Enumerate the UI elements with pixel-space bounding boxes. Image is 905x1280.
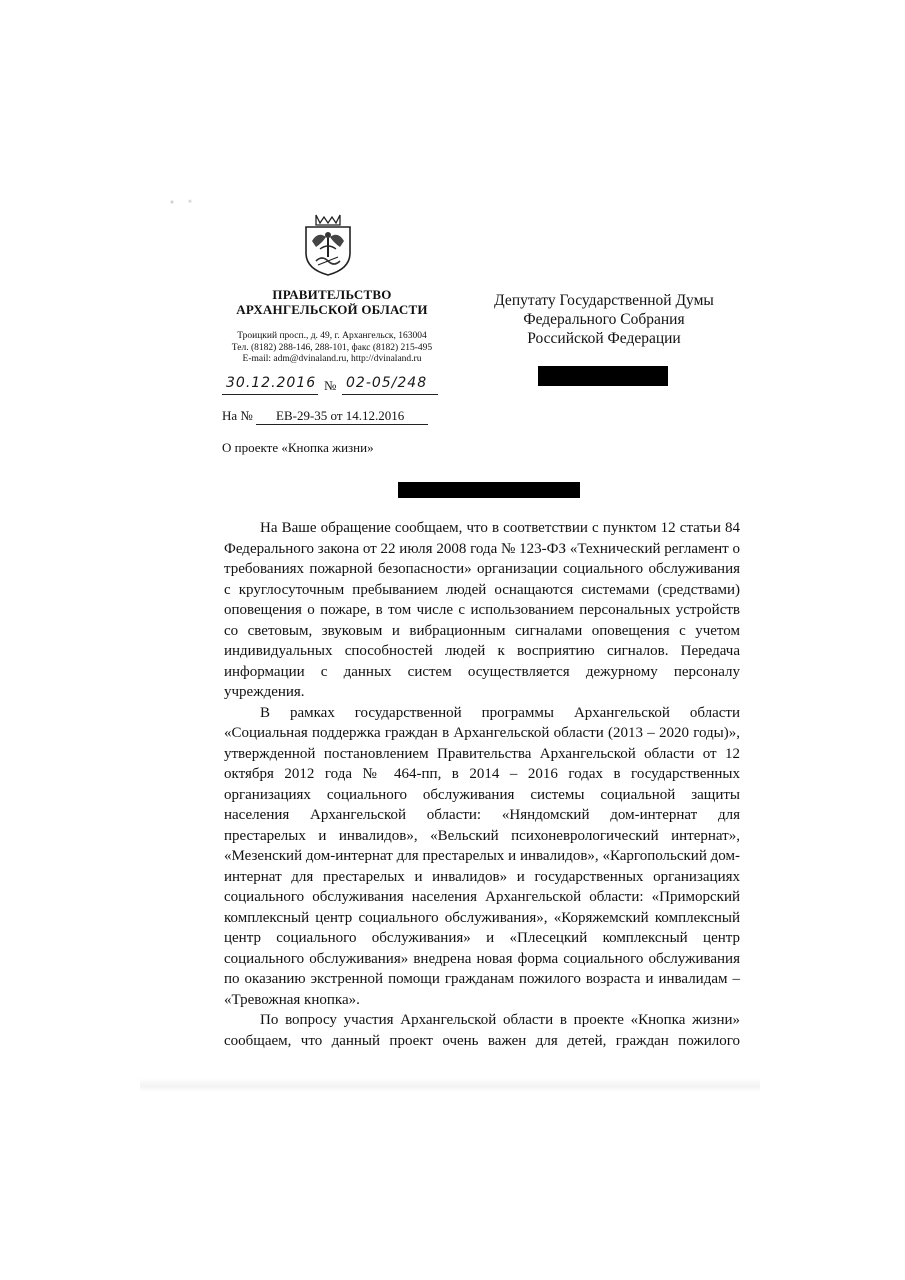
registration-number: 02-05/248	[346, 375, 428, 391]
coat-of-arms-icon	[302, 213, 354, 277]
addressee-line2: Федерального Собрания	[523, 311, 685, 328]
registration-date-underline	[222, 394, 318, 395]
reference-label: На №	[222, 408, 253, 423]
scan-specks	[168, 198, 208, 206]
government-name-line1: ПРАВИТЕЛЬСТВО	[272, 287, 392, 302]
addressee-block	[474, 291, 734, 348]
government-name-line2: АРХАНГЕЛЬСКОЙ ОБЛАСТИ	[236, 302, 428, 317]
reference-value: ЕВ-29-35 от 14.12.2016	[276, 408, 405, 423]
letter-subject: О проекте «Кнопка жизни»	[222, 440, 374, 455]
government-address: Троицкий просп., д. 49, г. Архангельск, 163004	[237, 331, 427, 341]
reference-underline	[256, 424, 428, 425]
registration-line	[222, 375, 438, 397]
reference-line	[222, 408, 438, 426]
addressee-line3: Российской Федерации	[527, 330, 681, 347]
body-paragraph: По вопросу участия Архангельской области в проекте «Кнопка жизни» сообщаем, что данный проект очень важен для детей, граждан пожилого	[224, 1012, 740, 1049]
letter-body	[224, 518, 740, 1051]
registration-number-label: №	[324, 378, 337, 393]
scan-bottom-edge	[140, 1078, 760, 1092]
registration-number-underline	[342, 394, 438, 395]
body-paragraph: На Ваше обращение сообщаем, что в соответствии с пунктом 12 статьи 84 Федерального закона от 22 июля 2008 года № 123-ФЗ «Технический регламент о требованиях пожарной безопасности» организации социального обслуживания с круглосуточным пребыванием людей оснащаются системами (средствами) оповещения о пожаре, в том числе с использованием персональных устройств со световым, звуковым и вибрационным сигналами оповещения с учетом индивидуальных способностей людей к восприятию сигналов. Передача информации с данных систем осуществляется дежурному персоналу учреждения.	[224, 520, 740, 700]
government-header	[218, 287, 446, 366]
government-contacts	[218, 331, 446, 366]
government-phones: Тел. (8182) 288-146, 288-101, факс (8182) 215-495	[231, 342, 433, 353]
addressee-line1: Депутату Государственной Думы	[494, 292, 714, 309]
registration-date: 30.12.2016	[226, 375, 317, 391]
redaction-bar-addressee-name	[538, 366, 668, 386]
government-email: E-mail: adm@dvinaland.ru, http://dvinaland.ru	[242, 354, 422, 364]
redaction-bar-salutation	[398, 482, 580, 498]
body-paragraph: В рамках государственной программы Архангельской области «Социальная поддержка граждан в Архангельской области (2013 – 2020 годы)», утвержденной постановлением Правительства Архангельской области от 12 октября 2012 года № 464-пп, в 2014 – 2016 годах в государственных организациях социального обслуживания системы социальной защиты населения Архангельской области: «Няндомский дом-интернат для престарелых и инвалидов», «Вельский психоневрологический интернат», «Мезенский дом-интернат для престарелых и инвалидов», «Каргопольский дом-интернат для престарелых и инвалидов» и государственных организациях социального обслуживания населения Архангельской области: «Приморский комплексный центр социального обслуживания», «Коряжемский комплексный центр социального обслуживания» и «Плесецкий комплексный центр социального обслуживания» внедрена новая форма социального обслуживания по оказанию экстренной помощи гражданам пожилого возраста и инвалидам – «Тревожная кнопка».	[224, 704, 740, 1008]
